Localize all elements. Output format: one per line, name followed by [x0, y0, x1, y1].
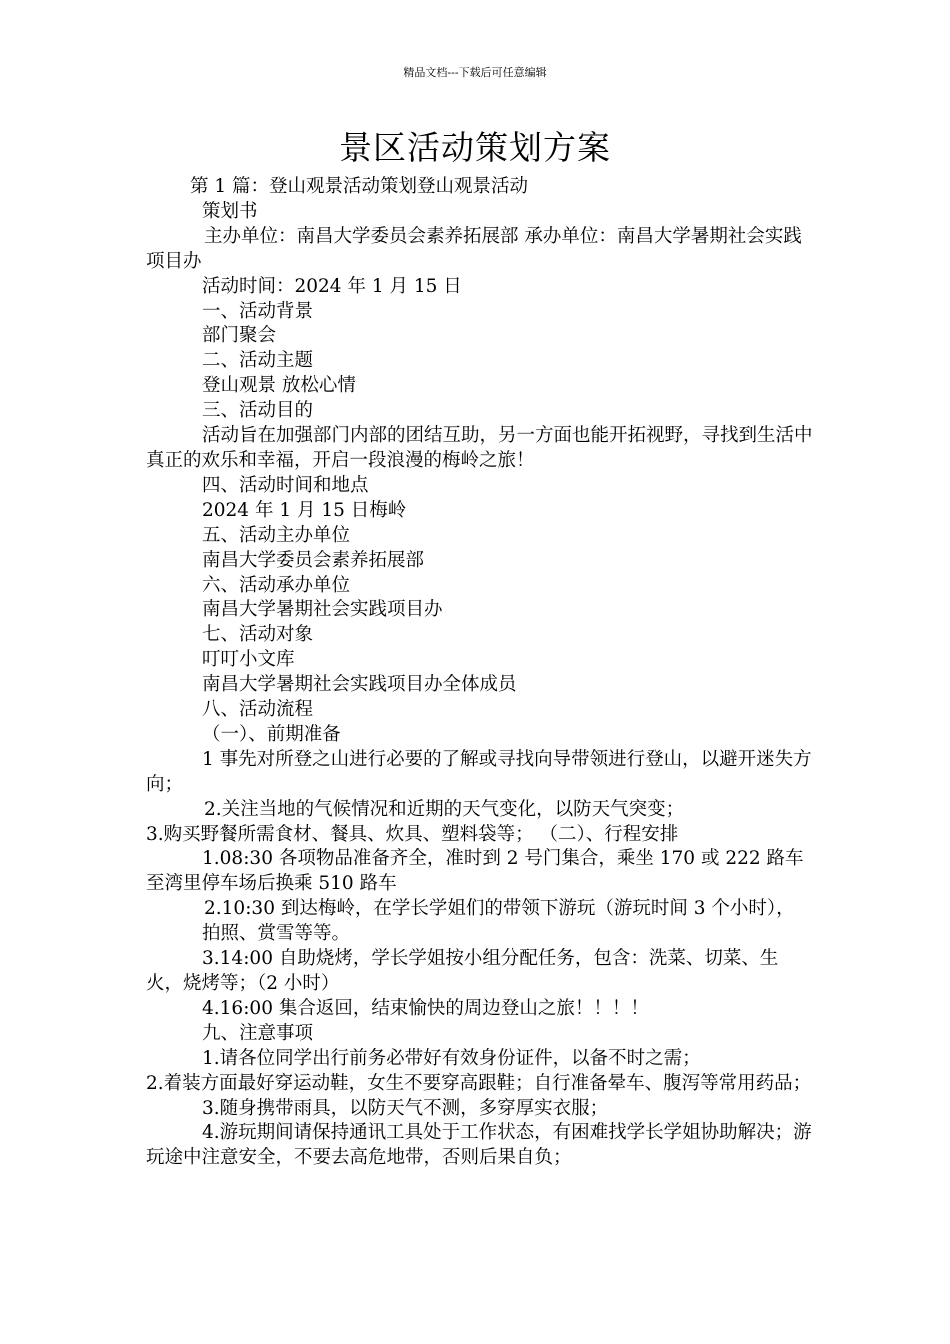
body-paragraph: 1.08:30 各项物品准备齐全，准时到 2 号门集合，乘坐 170 或 222 路车至湾里停车场后换乘 510 路车: [146, 848, 804, 895]
body-paragraph: 4.游玩期间请保持通讯工具处于工作状态，有困难找学长学姐协助解决；游玩途中注意安全，不要去高危地带，否则后果自负；: [146, 1122, 812, 1169]
body-paragraph: 叮叮小文库: [202, 649, 295, 671]
body-paragraph: 八、活动流程: [202, 699, 314, 721]
body-paragraph: （一）、前期准备: [202, 723, 341, 745]
body-paragraph: 部门聚会: [202, 325, 277, 347]
body-paragraph: 登山观景 放松心情: [202, 375, 356, 397]
document-body: [146, 175, 814, 1171]
page-header: 精品文档---下载后可任意编辑: [403, 66, 547, 79]
body-paragraph: 一、活动背景: [202, 300, 314, 322]
body-paragraph: 1.请各位同学出行前务必带好有效身份证件，以备不时之需；: [202, 1047, 701, 1069]
body-paragraph: 策划书: [202, 200, 258, 222]
body-paragraph: 九、注意事项: [202, 1022, 314, 1044]
body-paragraph: 拍照、赏雪等等。: [202, 923, 351, 945]
body-paragraph: 南昌大学暑期社会实践项目办全体成员: [202, 674, 517, 696]
body-paragraph: 4.16:00 集合返回，结束愉快的周边登山之旅！！！！: [202, 997, 649, 1019]
body-paragraph: 四、活动时间和地点: [202, 474, 369, 496]
document-title: 景区活动策划方案: [339, 128, 611, 167]
body-paragraph: 2024 年 1 月 15 日梅岭: [202, 499, 407, 521]
body-paragraph: 南昌大学委员会素养拓展部: [202, 549, 425, 571]
body-paragraph: 三、活动目的: [202, 400, 314, 422]
body-paragraph: 活动旨在加强部门内部的团结互助，另一方面也能开拓视野，寻找到生活中真正的欢乐和幸福，开启一段浪漫的梅岭之旅！: [146, 425, 813, 471]
body-paragraph: 3.14:00 自助烧烤，学长学姐按小组分配任务，包含：洗菜、切菜、生火，烧烤等；（2 小时）: [146, 948, 779, 994]
body-paragraph: 二、活动主题: [202, 350, 314, 372]
body-paragraph: 1 事先对所登之山进行必要的了解或寻找向导带领进行登山，以避开迷失方向；: [146, 748, 812, 795]
body-paragraph: 2.关注当地的气候情况和近期的天气变化，以防天气突变；: [204, 798, 685, 820]
body-paragraph: 2.10:30 到达梅岭，在学长学姐们的带领下游玩（游玩时间 3 个小时），: [204, 898, 795, 920]
body-paragraph: 南昌大学暑期社会实践项目办: [202, 599, 443, 621]
body-paragraph: 3.随身携带雨具，以防天气不测，多穿厚实衣服；: [202, 1097, 609, 1119]
body-paragraph: 3.购买野餐所需食材、餐具、炊具、塑料袋等； （二）、行程安排: [146, 823, 679, 845]
body-paragraph: 2.着装方面最好穿运动鞋，女生不要穿高跟鞋；自行准备晕车、腹泻等常用药品；: [146, 1072, 812, 1094]
body-paragraph: 活动时间：2024 年 1 月 15 日: [202, 275, 462, 297]
body-paragraph: 七、活动对象: [202, 624, 314, 646]
body-paragraph: 第 1 篇：登山观景活动策划登山观景活动: [190, 176, 529, 197]
body-paragraph: 主办单位：南昌大学委员会素养拓展部 承办单位：南昌大学暑期社会实践项目办: [146, 225, 802, 272]
body-paragraph: 六、活动承办单位: [202, 574, 351, 596]
body-paragraph: 五、活动主办单位: [202, 524, 351, 546]
